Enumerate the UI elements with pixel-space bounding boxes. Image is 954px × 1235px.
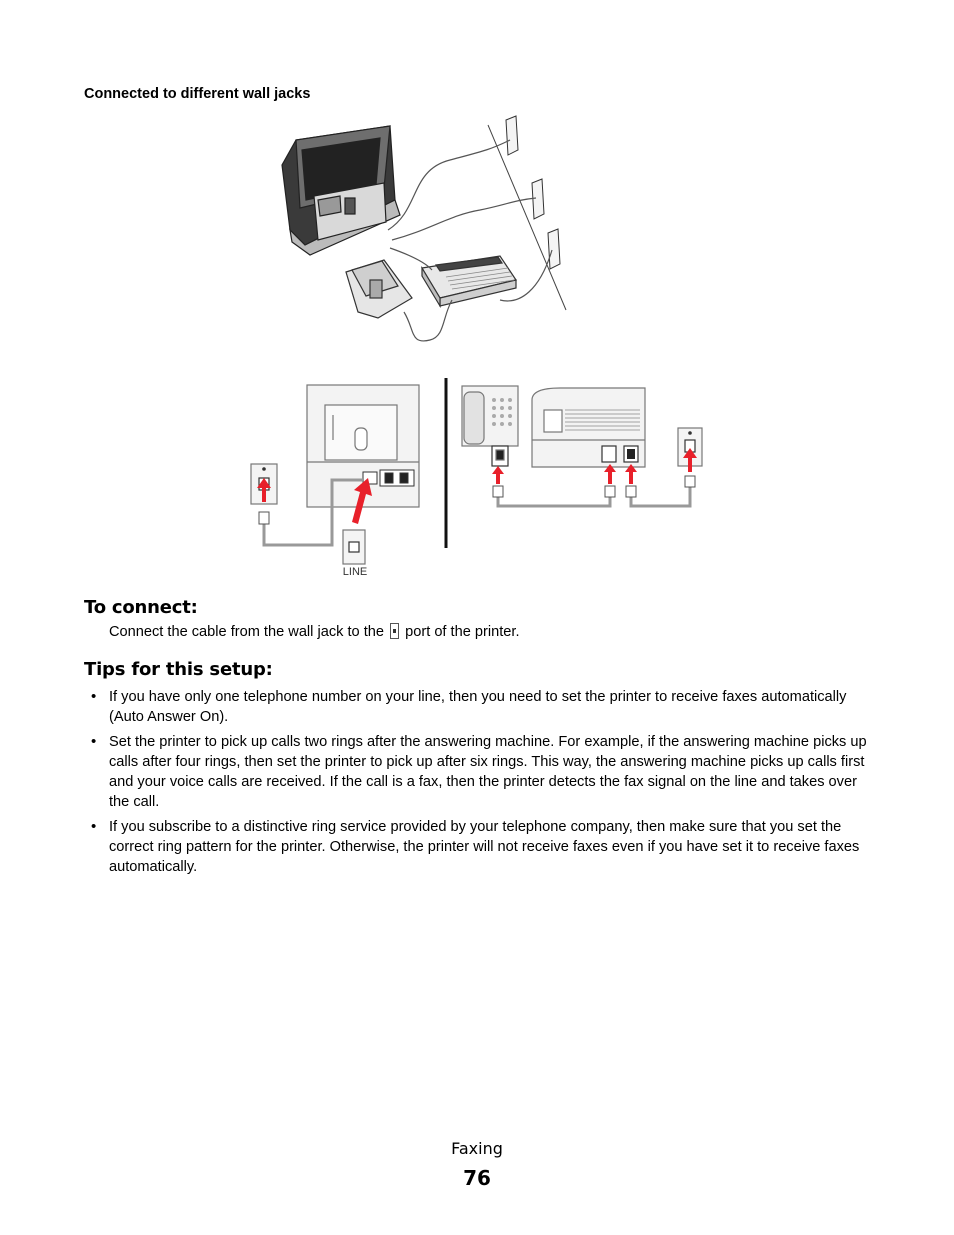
schematic-telephone-icon: [462, 386, 518, 466]
left-cables: [264, 480, 364, 545]
footer-section-title: Faxing: [451, 1139, 503, 1158]
line-label: LINE: [342, 566, 368, 578]
line-wall-jack-icon: [343, 530, 365, 564]
right-wall-jack-icon: [678, 428, 702, 466]
left-wall-jack-icon: [251, 464, 277, 504]
tips-list: [109, 687, 874, 882]
right-plugs: [493, 476, 695, 497]
wall-perspective: [488, 125, 566, 310]
wall-jack-icon: [506, 116, 560, 269]
list-item: • If you subscribe to a distinctive ring service provided by your telephone company, then make sure that you set the correct ring pattern for the printer. Otherwise, the printer will not receive faxes even if you have set it to receive faxes automatically.: [109, 817, 874, 877]
phone-cords: [388, 140, 552, 341]
left-plugs: [259, 512, 269, 524]
printer-back-panel: [307, 385, 419, 507]
line-port-icon: [390, 623, 399, 639]
connect-instruction: [109, 622, 879, 642]
tips-heading: Tips for this setup:: [84, 659, 273, 680]
red-arrows-right: [492, 448, 697, 484]
answering-machine-icon: [422, 256, 516, 306]
keypad: [492, 398, 512, 426]
list-item: • Set the printer to pick up calls two rings after the answering machine. For example, if the answering machine picks up calls after four rings, then set the printer to pick up after six rings. This way, the answering machine picks up calls first and your voice calls are received. If the call is a fax, then the printer detects the fax signal on the line and takes over the call.: [109, 732, 874, 812]
page-number: 76: [463, 1166, 491, 1190]
connect-text-before: Connect the cable from the wall jack to the: [109, 624, 389, 640]
figure-caption: Connected to different wall jacks: [84, 86, 311, 102]
list-item: • If you have only one telephone number on your line, then you need to set the printer to receive faxes automatically (Auto Answer On).: [109, 687, 874, 727]
connect-text-after: port of the printer.: [401, 624, 520, 640]
schematic-answering-machine-icon: [532, 388, 645, 467]
red-arrows-left: [257, 478, 372, 524]
right-cables: [498, 486, 690, 506]
printer-ports: [363, 470, 414, 486]
printer-icon: [282, 126, 400, 255]
to-connect-heading: To connect:: [84, 597, 198, 618]
telephone-icon: [346, 260, 412, 318]
